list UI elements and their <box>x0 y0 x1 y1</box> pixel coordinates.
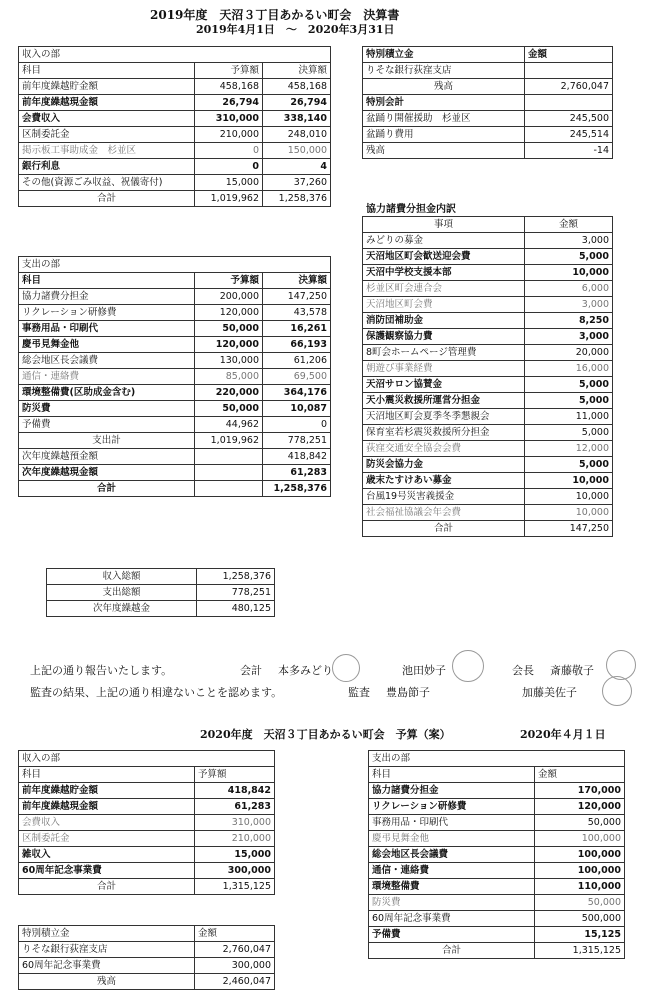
row-value: 100,000 <box>535 847 625 863</box>
row-value: 2,760,047 <box>195 942 275 958</box>
table-row <box>363 345 613 361</box>
budget-special-heading: 特別積立金 <box>19 926 195 942</box>
col-header: 予算額 <box>195 273 263 289</box>
row-value: 310,000 <box>195 815 275 831</box>
row-label: 雑収入 <box>19 847 195 863</box>
row-value: 120,000 <box>535 799 625 815</box>
row-actual: 43,578 <box>263 305 331 321</box>
row-value: 20,000 <box>525 345 613 361</box>
table-row <box>19 847 275 863</box>
table-row <box>19 289 331 305</box>
row-value: 480,125 <box>197 601 275 617</box>
col-header: 科目 <box>19 767 195 783</box>
row-label: 防災費 <box>19 401 195 417</box>
col-header: 予算額 <box>195 63 263 79</box>
president-name: 斎藤敬子 <box>550 664 594 677</box>
table-row <box>363 329 613 345</box>
total-label: 合計 <box>19 191 195 207</box>
row-value: 3,000 <box>525 233 613 249</box>
income-heading: 収入の部 <box>19 47 331 63</box>
seal-stamp <box>606 650 636 680</box>
expense-total-label: 合計 <box>19 481 195 497</box>
row-label: 前年度繰越貯金額 <box>19 783 195 799</box>
table-row <box>363 143 613 159</box>
row-label: 保護観察協力費 <box>363 329 525 345</box>
row-label: 前年度繰越現金額 <box>19 799 195 815</box>
budget-income-heading: 収入の部 <box>19 751 275 767</box>
row-value: 3,000 <box>525 297 613 313</box>
row-value: 5,000 <box>525 425 613 441</box>
row-actual: 61,206 <box>263 353 331 369</box>
table-row <box>369 799 625 815</box>
row-value: 11,000 <box>525 409 613 425</box>
table-row <box>363 393 613 409</box>
budget-income-total-value: 1,315,125 <box>195 879 275 895</box>
row-label: 総会地区長会議費 <box>19 353 195 369</box>
table-row <box>363 111 613 127</box>
special-heading: 特別積立金 <box>363 47 525 63</box>
row-label: 防災会協力金 <box>363 457 525 473</box>
row-value: 16,000 <box>525 361 613 377</box>
row-label: 通信・連絡費 <box>369 863 535 879</box>
table-row <box>19 305 331 321</box>
table-row <box>19 831 275 847</box>
row-label: 支出総額 <box>47 585 197 601</box>
row-actual: 16,261 <box>263 321 331 337</box>
row-actual: 0 <box>263 417 331 433</box>
special-bank: りそな銀行荻窪支店 <box>363 63 525 79</box>
row-budget: 15,000 <box>195 175 263 191</box>
row-value: 8,250 <box>525 313 613 329</box>
row-label: 保育室若杉震災救援所分担金 <box>363 425 525 441</box>
table-row <box>19 799 275 815</box>
row-value: -14 <box>525 143 613 159</box>
budget-special-balance-label: 残高 <box>19 974 195 990</box>
row-label: 天沼地区町会費 <box>363 297 525 313</box>
table-row <box>19 79 331 95</box>
special-balance: 2,760,047 <box>525 79 613 95</box>
table-row <box>363 127 613 143</box>
row-value: 15,125 <box>535 927 625 943</box>
table-row <box>19 175 331 191</box>
row-label: 盆踊り開催援助 杉並区 <box>363 111 525 127</box>
report-line: 上記の通り報告いたします。 <box>30 664 173 677</box>
row-actual: 338,140 <box>263 111 331 127</box>
table-row <box>363 457 613 473</box>
table-row <box>19 863 275 879</box>
row-label: 会費収入 <box>19 111 195 127</box>
row-value: 61,283 <box>195 799 275 815</box>
table-row <box>19 417 331 433</box>
income-table <box>18 46 331 207</box>
col-header: 決算額 <box>263 273 331 289</box>
row-value: 10,000 <box>525 505 613 521</box>
table-row <box>19 143 331 159</box>
carry-savings-value: 418,842 <box>263 449 331 465</box>
row-budget: 0 <box>195 143 263 159</box>
col-header: 決算額 <box>263 63 331 79</box>
budget-special-balance: 2,460,047 <box>195 974 275 990</box>
table-row <box>363 377 613 393</box>
table-row <box>19 111 331 127</box>
row-value: 300,000 <box>195 958 275 974</box>
table-row <box>369 847 625 863</box>
row-budget: 220,000 <box>195 385 263 401</box>
row-budget: 130,000 <box>195 353 263 369</box>
row-actual: 66,193 <box>263 337 331 353</box>
table-row <box>47 585 275 601</box>
fiscal-period: 2019年4月1日 ～ 2020年3月31日 <box>196 23 395 36</box>
col-header: 科目 <box>369 767 535 783</box>
total-actual: 1,258,376 <box>263 191 331 207</box>
row-value: 6,000 <box>525 281 613 297</box>
row-label: 残高 <box>363 143 525 159</box>
accountant-label: 会計 <box>240 664 262 677</box>
audit-line: 監査の結果、上記の通り相違ないことを認めます。 <box>30 686 283 699</box>
row-budget: 26,794 <box>195 95 263 111</box>
table-row <box>363 233 613 249</box>
row-value: 50,000 <box>535 815 625 831</box>
budget-expense-total-value: 1,315,125 <box>535 943 625 959</box>
row-value: 10,000 <box>525 473 613 489</box>
row-label: 60周年記念事業費 <box>19 958 195 974</box>
col-header: 科目 <box>19 63 195 79</box>
accountant-name: 本多みどり <box>278 664 333 677</box>
row-actual: 10,087 <box>263 401 331 417</box>
row-value: 5,000 <box>525 393 613 409</box>
table-row <box>369 927 625 943</box>
row-budget: 458,168 <box>195 79 263 95</box>
row-value: 100,000 <box>535 863 625 879</box>
row-budget: 50,000 <box>195 401 263 417</box>
summary-table <box>46 568 275 617</box>
row-label: 天沼地区町会夏季冬季懇親会 <box>363 409 525 425</box>
table-row <box>19 337 331 353</box>
row-value: 100,000 <box>535 831 625 847</box>
total-budget: 1,019,962 <box>195 191 263 207</box>
special-amount-col: 金額 <box>525 47 613 63</box>
row-budget: 85,000 <box>195 369 263 385</box>
document-title: 2019年度 天沼３丁目あかるい町会 決算書 <box>150 8 400 22</box>
breakdown-table <box>362 216 613 537</box>
accountant2-name: 池田妙子 <box>402 664 446 677</box>
table-row <box>363 249 613 265</box>
table-row <box>363 473 613 489</box>
row-label: 天沼サロン協賛金 <box>363 377 525 393</box>
col-header: 科目 <box>19 273 195 289</box>
budget-special-table <box>18 925 275 990</box>
table-row <box>363 281 613 297</box>
row-label: 歳末たすけあい募金 <box>363 473 525 489</box>
row-budget: 120,000 <box>195 305 263 321</box>
row-label: 天小震災救援所運営分担金 <box>363 393 525 409</box>
row-label: 環境整備費 <box>369 879 535 895</box>
seal-stamp <box>602 676 632 706</box>
row-value: 15,000 <box>195 847 275 863</box>
breakdown-total-label: 合計 <box>363 521 525 537</box>
row-label: 予備費 <box>369 927 535 943</box>
budget-expense-total-label: 合計 <box>369 943 535 959</box>
row-actual: 458,168 <box>263 79 331 95</box>
row-label: 予備費 <box>19 417 195 433</box>
row-value: 50,000 <box>535 895 625 911</box>
row-label: 60周年記念事業費 <box>369 911 535 927</box>
row-actual: 147,250 <box>263 289 331 305</box>
row-label: 前年度繰越貯金額 <box>19 79 195 95</box>
row-value: 110,000 <box>535 879 625 895</box>
row-budget: 210,000 <box>195 127 263 143</box>
special-balance-label: 残高 <box>363 79 525 95</box>
seal-stamp <box>452 650 484 682</box>
row-label: 区制委託金 <box>19 831 195 847</box>
row-actual: 248,010 <box>263 127 331 143</box>
row-value: 418,842 <box>195 783 275 799</box>
col-header: 事項 <box>363 217 525 233</box>
budget-expense-table <box>368 750 625 959</box>
row-budget: 50,000 <box>195 321 263 337</box>
row-budget: 310,000 <box>195 111 263 127</box>
row-label: 慶弔見舞金他 <box>369 831 535 847</box>
table-row <box>369 911 625 927</box>
table-row <box>369 863 625 879</box>
budget-income-total-label: 合計 <box>19 879 195 895</box>
table-row <box>19 815 275 831</box>
row-budget: 44,962 <box>195 417 263 433</box>
table-row <box>19 401 331 417</box>
budget-expense-heading: 支出の部 <box>369 751 625 767</box>
auditor-name: 豊島節子 <box>386 686 430 699</box>
budget-date: 2020年４月１日 <box>520 728 606 741</box>
breakdown-total-value: 147,250 <box>525 521 613 537</box>
expense-table <box>18 256 331 497</box>
row-label: 防災費 <box>369 895 535 911</box>
row-actual: 26,794 <box>263 95 331 111</box>
row-label: 台風19号災害義援金 <box>363 489 525 505</box>
row-value: 170,000 <box>535 783 625 799</box>
row-label: 銀行利息 <box>19 159 195 175</box>
row-label: 朝遊び事業経費 <box>363 361 525 377</box>
row-label: 掲示板工事助成金 杉並区 <box>19 143 195 159</box>
row-label: 次年度繰越金 <box>47 601 197 617</box>
row-label: 環境整備費(区助成金含む) <box>19 385 195 401</box>
col-header: 金額 <box>535 767 625 783</box>
row-label: 天沼中学校支援本部 <box>363 265 525 281</box>
row-budget: 120,000 <box>195 337 263 353</box>
row-label: 事務用品・印刷代 <box>369 815 535 831</box>
table-row <box>369 879 625 895</box>
row-label: リクレーション研修費 <box>19 305 195 321</box>
row-label: 荻窪交通安全協会会費 <box>363 441 525 457</box>
row-actual: 364,176 <box>263 385 331 401</box>
table-row <box>47 601 275 617</box>
president-label: 会長 <box>512 664 534 677</box>
row-value: 210,000 <box>195 831 275 847</box>
row-label: 総会地区長会議費 <box>369 847 535 863</box>
table-row <box>19 353 331 369</box>
auditor2-name: 加藤美佐子 <box>522 686 577 699</box>
row-label: 社会福祉協議会年会費 <box>363 505 525 521</box>
table-row <box>19 942 275 958</box>
row-label: 60周年記念事業費 <box>19 863 195 879</box>
subtotal-actual: 778,251 <box>263 433 331 449</box>
row-value: 500,000 <box>535 911 625 927</box>
table-row <box>363 297 613 313</box>
carry-savings-label: 次年度繰越預金額 <box>19 449 195 465</box>
row-value: 1,258,376 <box>197 569 275 585</box>
row-actual: 150,000 <box>263 143 331 159</box>
expense-total-value: 1,258,376 <box>263 481 331 497</box>
budget-title: 2020年度 天沼３丁目あかるい町会 予算（案） <box>200 728 451 741</box>
row-label: 前年度繰越現金額 <box>19 95 195 111</box>
row-value: 10,000 <box>525 489 613 505</box>
row-label: 会費収入 <box>19 815 195 831</box>
table-row <box>363 425 613 441</box>
row-value: 10,000 <box>525 265 613 281</box>
row-label: リクレーション研修費 <box>369 799 535 815</box>
row-value: 5,000 <box>525 377 613 393</box>
special-account-heading: 特別会計 <box>363 95 525 111</box>
row-label: 8町会ホームページ管理費 <box>363 345 525 361</box>
col-header: 予算額 <box>195 767 275 783</box>
table-row <box>363 489 613 505</box>
table-row <box>363 265 613 281</box>
row-label: 杉並区町会連合会 <box>363 281 525 297</box>
row-label: 協力諸費分担金 <box>19 289 195 305</box>
row-label: その他(資源ごみ収益、祝儀寄付) <box>19 175 195 191</box>
row-label: 収入総額 <box>47 569 197 585</box>
row-label: 慶弔見舞金他 <box>19 337 195 353</box>
row-value: 5,000 <box>525 249 613 265</box>
table-row <box>369 895 625 911</box>
row-budget: 200,000 <box>195 289 263 305</box>
subtotal-budget: 1,019,962 <box>195 433 263 449</box>
row-actual: 37,260 <box>263 175 331 191</box>
table-row <box>363 441 613 457</box>
row-label: 事務用品・印刷代 <box>19 321 195 337</box>
table-row <box>47 569 275 585</box>
row-label: りそな銀行荻窪支店 <box>19 942 195 958</box>
table-row <box>19 159 331 175</box>
table-row <box>19 369 331 385</box>
breakdown-heading: 協力諸費分担金内訳 <box>366 204 456 215</box>
col-header: 金額 <box>525 217 613 233</box>
row-value: 245,500 <box>525 111 613 127</box>
row-value: 5,000 <box>525 457 613 473</box>
budget-special-amount-col: 金額 <box>195 926 275 942</box>
table-row <box>369 831 625 847</box>
table-row <box>363 361 613 377</box>
row-label: 天沼地区町会歓送迎会費 <box>363 249 525 265</box>
row-label: 消防団補助金 <box>363 313 525 329</box>
table-row <box>19 783 275 799</box>
row-value: 12,000 <box>525 441 613 457</box>
row-value: 245,514 <box>525 127 613 143</box>
subtotal-label: 支出計 <box>19 433 195 449</box>
expense-heading: 支出の部 <box>19 257 331 273</box>
row-label: 通信・連絡費 <box>19 369 195 385</box>
row-label: みどりの募金 <box>363 233 525 249</box>
seal-stamp <box>332 654 360 682</box>
row-value: 300,000 <box>195 863 275 879</box>
row-budget: 0 <box>195 159 263 175</box>
table-row <box>19 385 331 401</box>
row-label: 区制委託金 <box>19 127 195 143</box>
carry-cash-label: 次年度繰越現金額 <box>19 465 195 481</box>
row-actual: 4 <box>263 159 331 175</box>
auditor-label: 監査 <box>348 686 370 699</box>
table-row <box>363 409 613 425</box>
row-value: 3,000 <box>525 329 613 345</box>
table-row <box>363 505 613 521</box>
table-row <box>369 783 625 799</box>
table-row <box>19 321 331 337</box>
budget-income-table <box>18 750 275 895</box>
row-value: 778,251 <box>197 585 275 601</box>
special-reserve-table <box>362 46 613 159</box>
row-actual: 69,500 <box>263 369 331 385</box>
table-row <box>19 95 331 111</box>
table-row <box>369 815 625 831</box>
row-label: 協力諸費分担金 <box>369 783 535 799</box>
table-row <box>19 958 275 974</box>
table-row <box>19 127 331 143</box>
table-row <box>363 313 613 329</box>
carry-cash-value: 61,283 <box>263 465 331 481</box>
row-label: 盆踊り費用 <box>363 127 525 143</box>
